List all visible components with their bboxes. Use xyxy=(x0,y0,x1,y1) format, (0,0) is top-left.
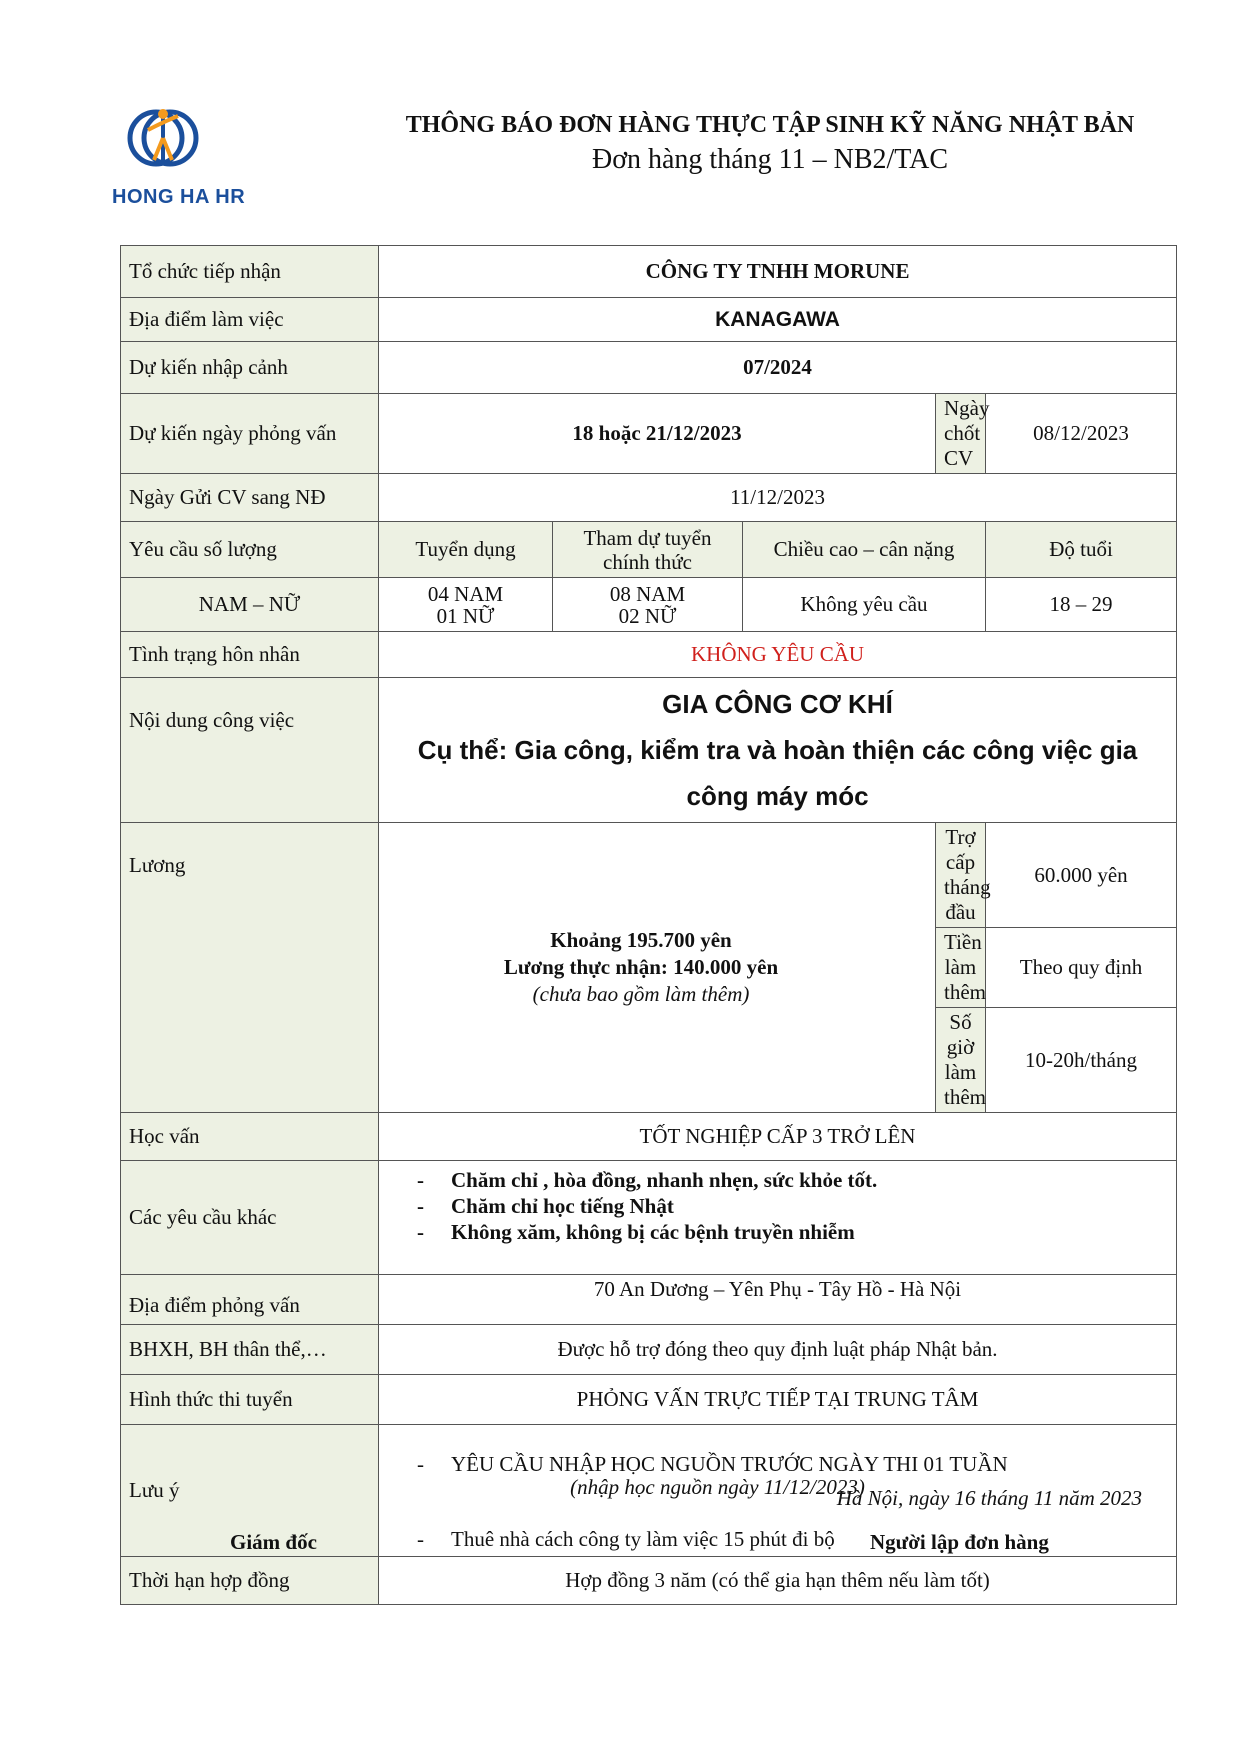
allowance-label: Trợ cấp tháng đầu xyxy=(936,823,986,928)
row-insurance xyxy=(121,1325,1177,1375)
marital-label: Tình trạng hôn nhân xyxy=(121,632,379,678)
location-value: KANAGAWA xyxy=(379,298,1177,342)
logo-text: HONG HA HR xyxy=(112,186,246,208)
overtime-pay-label: Tiền làm thêm xyxy=(936,928,986,1008)
location-label: Địa điểm làm việc xyxy=(121,298,379,342)
other-label: Các yêu cầu khác xyxy=(121,1161,379,1275)
col-official: Tham dự tuyển chính thức xyxy=(553,522,743,578)
cv-deadline-label: Ngày chốt CV xyxy=(936,394,986,474)
recruit-cell xyxy=(379,578,553,632)
job-title: GIA CÔNG CƠ KHÍ xyxy=(662,689,893,719)
salary-label: Lương xyxy=(121,823,379,1113)
entry-label: Dự kiến nhập cảnh xyxy=(121,342,379,394)
document-subtitle: Đơn hàng tháng 11 – NB2/TAC xyxy=(591,144,949,175)
other-item: - Chăm chỉ , hòa đồng, nhanh nhẹn, sức khỏe tốt. xyxy=(415,1167,1168,1193)
contract-value: Hợp đồng 3 năm (có thể gia hạn thêm nếu làm tốt) xyxy=(379,1557,1177,1605)
document-title: THÔNG BÁO ĐƠN HÀNG THỰC TẬP SINH KỸ NĂNG NHẬT BẢN xyxy=(405,112,1135,138)
row-contract xyxy=(121,1557,1177,1605)
education-label: Học vấn xyxy=(121,1113,379,1161)
education-value: TỐT NGHIỆP CẤP 3 TRỞ LÊN xyxy=(379,1113,1177,1161)
job-cell xyxy=(379,678,1177,823)
org-value: CÔNG TY TNHH MORUNE xyxy=(379,246,1177,298)
gender-label: NAM – NỮ xyxy=(121,578,379,632)
salary-net: Lương thực nhận: 140.000 yên xyxy=(503,955,779,979)
salary-note: (chưa bao gồm làm thêm) xyxy=(532,982,750,1006)
exam-form-label: Hình thức thi tuyển xyxy=(121,1375,379,1425)
cv-send-value: 11/12/2023 xyxy=(379,474,1177,522)
allowance-value: 60.000 yên xyxy=(986,823,1177,928)
row-quantity-header xyxy=(121,522,1177,578)
insurance-value: Được hỗ trợ đóng theo quy định luật pháp Nhật bản. xyxy=(379,1325,1177,1375)
note-label: Lưu ý xyxy=(121,1425,379,1557)
job-label: Nội dung công việc xyxy=(121,678,379,823)
overtime-hours-label: Số giờ làm thêm xyxy=(936,1008,986,1113)
overtime-pay-value: Theo quy định xyxy=(986,928,1177,1008)
row-quantity-values xyxy=(121,578,1177,632)
recruit-female: 01 NỮ xyxy=(436,603,495,628)
org-label: Tổ chức tiếp nhận xyxy=(121,246,379,298)
age-value: 18 – 29 xyxy=(986,578,1177,632)
note-item-2: - Thuê nhà cách công ty làm việc 15 phút đi bộ xyxy=(415,1526,1168,1552)
other-item: - Không xăm, không bị các bệnh truyền nhiễm xyxy=(415,1219,1168,1245)
official-cell xyxy=(553,578,743,632)
cv-deadline-value: 08/12/2023 xyxy=(986,394,1177,474)
other-list xyxy=(387,1167,1168,1245)
official-male: 08 NAM xyxy=(609,581,686,606)
recruit-male: 04 NAM xyxy=(427,581,504,606)
job-detail: Cụ thể: Gia công, kiểm tra và hoàn thiện các công việc gia công máy móc xyxy=(417,735,1138,811)
other-item: - Chăm chỉ học tiếng Nhật xyxy=(415,1193,1168,1219)
director-signature-label: Giám đốc xyxy=(230,1530,317,1554)
cv-send-label: Ngày Gửi CV sang NĐ xyxy=(121,474,379,522)
interview-place-value: 70 An Dương – Yên Phụ - Tây Hồ - Hà Nội xyxy=(379,1275,1177,1325)
note-list xyxy=(387,1451,1168,1477)
preparer-signature-label: Người lập đơn hàng xyxy=(870,1530,1049,1554)
other-cell xyxy=(379,1161,1177,1275)
col-age: Độ tuổi xyxy=(986,522,1177,578)
row-other xyxy=(121,1161,1177,1275)
row-cv-send xyxy=(121,474,1177,522)
row-location xyxy=(121,298,1177,342)
note-item-1-sub: (nhập học nguồn ngày 11/12/2023) xyxy=(570,1475,865,1499)
salary-cell xyxy=(379,823,936,1113)
row-interview-place xyxy=(121,1275,1177,1325)
col-height: Chiều cao – cân nặng xyxy=(743,522,986,578)
date-line: Hà Nội, ngày 16 tháng 11 năm 2023 xyxy=(836,1486,1142,1510)
exam-form-value: PHỎNG VẤN TRỰC TIẾP TẠI TRUNG TÂM xyxy=(379,1375,1177,1425)
row-org xyxy=(121,246,1177,298)
contract-label: Thời hạn hợp đồng xyxy=(121,1557,379,1605)
interview-date-label: Dự kiến ngày phỏng vấn xyxy=(121,394,379,474)
official-female: 02 NỮ xyxy=(618,603,677,628)
salary-main: Khoảng 195.700 yên xyxy=(550,928,732,952)
row-interview-date xyxy=(121,394,1177,474)
row-salary-1 xyxy=(121,823,1177,928)
marital-value: KHÔNG YÊU CẦU xyxy=(379,632,1177,678)
overtime-hours-value: 10-20h/tháng xyxy=(986,1008,1177,1113)
entry-value: 07/2024 xyxy=(379,342,1177,394)
row-education xyxy=(121,1113,1177,1161)
height-value: Không yêu cầu xyxy=(743,578,986,632)
insurance-label: BHXH, BH thân thể,… xyxy=(121,1325,379,1375)
row-exam-form xyxy=(121,1375,1177,1425)
row-entry xyxy=(121,342,1177,394)
col-recruit: Tuyển dụng xyxy=(379,522,553,578)
note-list-2 xyxy=(387,1526,1168,1552)
note-item-1: - YÊU CẦU NHẬP HỌC NGUỒN TRƯỚC NGÀY THI 01 TUẦN xyxy=(415,1451,1168,1477)
order-table xyxy=(120,245,1177,1605)
interview-place-label: Địa điểm phỏng vấn xyxy=(121,1275,379,1325)
interview-date-value: 18 hoặc 21/12/2023 xyxy=(379,394,936,474)
row-marital xyxy=(121,632,1177,678)
quantity-label: Yêu cầu số lượng xyxy=(121,522,379,578)
row-job xyxy=(121,678,1177,823)
